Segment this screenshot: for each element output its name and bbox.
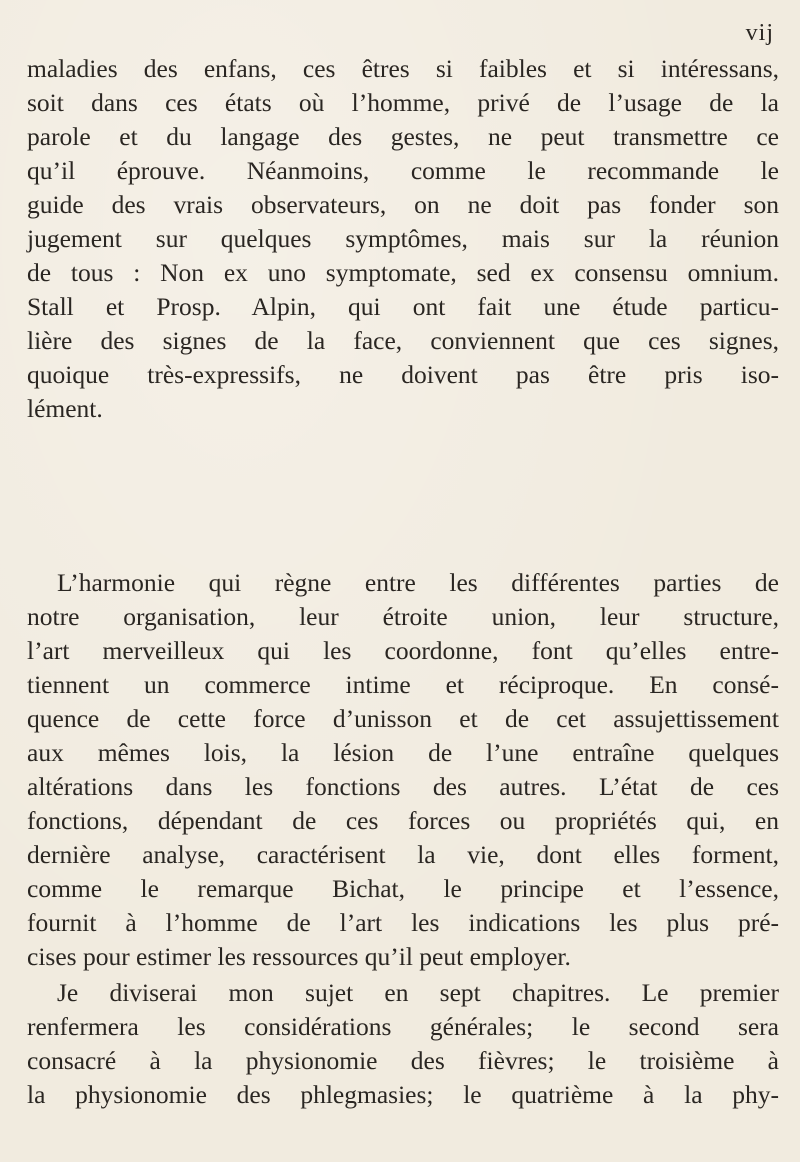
- text-line: renfermera les considérations générales; le second sera: [27, 1012, 779, 1041]
- text-line: Stall et Prosp. Alpin, qui ont fait une étude particu-: [27, 292, 779, 321]
- paragraph-1: [27, 52, 779, 426]
- text-line: notre organisation, leur étroite union, leur structure,: [27, 602, 779, 631]
- text-line: maladies des enfans, ces êtres si faibles et si intéressans,: [27, 54, 779, 83]
- text-line: la physionomie des phlegmasies; le quatrième à la phy-: [27, 1080, 779, 1109]
- text-line: de tous : Non ex uno symptomate, sed ex consensu omnium.: [27, 258, 779, 287]
- text-line: fonctions, dépendant de ces forces ou propriétés qui, en: [27, 806, 779, 835]
- text-line: Je diviserai mon sujet en sept chapitres. Le premier: [57, 978, 779, 1007]
- text-line: aux mêmes lois, la lésion de l’une entraîne quelques: [27, 738, 779, 767]
- text-line: lément.: [27, 394, 103, 423]
- text-line: altérations dans les fonctions des autres. L’état de ces: [27, 772, 779, 801]
- text-line: l’art merveilleux qui les coordonne, font qu’elles entre-: [27, 636, 779, 665]
- text-line: consacré à la physionomie des fièvres; le troisième à: [27, 1046, 779, 1075]
- text-line: comme le remarque Bichat, le principe et l’essence,: [27, 874, 779, 903]
- page-number: vij: [745, 20, 774, 46]
- text-line: tiennent un commerce intime et réciproque. En consé-: [27, 670, 779, 699]
- text-line: qu’il éprouve. Néanmoins, comme le recommande le: [27, 156, 779, 185]
- paragraph-3: [27, 976, 779, 1112]
- paragraph-2: [27, 566, 779, 974]
- text-line: fournit à l’homme de l’art les indications les plus pré-: [27, 908, 779, 937]
- text-line: quence de cette force d’unisson et de cet assujettissement: [27, 704, 779, 733]
- text-line: guide des vrais observateurs, on ne doit pas fonder son: [27, 190, 779, 219]
- text-line: soit dans ces états où l’homme, privé de l’usage de la: [27, 88, 779, 117]
- text-line: lière des signes de la face, conviennent que ces signes,: [27, 326, 779, 355]
- text-line: parole et du langage des gestes, ne peut transmettre ce: [27, 122, 779, 151]
- text-line: dernière analyse, caractérisent la vie, dont elles forment,: [27, 840, 779, 869]
- text-line: L’harmonie qui règne entre les différentes parties de: [57, 568, 779, 597]
- text-line: jugement sur quelques symptômes, mais sur la réunion: [27, 224, 779, 253]
- text-line: cises pour estimer les ressources qu’il peut employer.: [27, 942, 571, 971]
- text-line: quoique très-expressifs, ne doivent pas être pris iso-: [27, 360, 779, 389]
